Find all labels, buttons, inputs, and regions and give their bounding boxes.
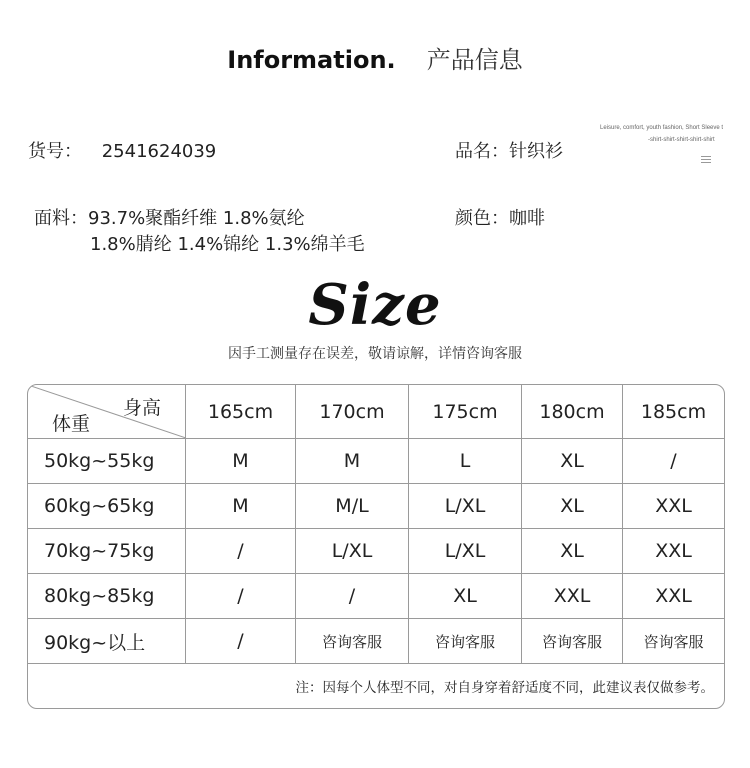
size-measurement-note: 因手工测量存在误差，敬请谅解，详情咨询客服 xyxy=(228,346,522,362)
color-field xyxy=(455,204,545,230)
title-chinese: 产品信息 xyxy=(426,46,523,74)
fabric-label: 面料： xyxy=(34,208,88,229)
weight-cell: 50kg~55kg xyxy=(28,439,186,484)
decorative-text-line-1: Leisure, comfort, youth fashion, Short Sleeve t xyxy=(600,125,724,131)
size-cell: M xyxy=(186,484,296,529)
size-cell: 咨询客服 xyxy=(409,619,522,664)
size-cell: / xyxy=(186,529,296,574)
weight-cell: 60kg~65kg xyxy=(28,484,186,529)
height-header: 185cm xyxy=(623,385,724,439)
size-cell: XL xyxy=(409,574,522,619)
size-cell: 咨询客服 xyxy=(296,619,409,664)
size-table-header-row xyxy=(28,385,724,439)
height-header: 170cm xyxy=(296,385,409,439)
product-name-label: 品名： xyxy=(455,141,509,162)
size-cell: / xyxy=(296,574,409,619)
fabric-field xyxy=(34,204,305,230)
size-cell: XL xyxy=(522,439,623,484)
size-chart-footnote: 注：因每个人体型不同，对自身穿着舒适度不同，此建议表仅做参考。 xyxy=(295,680,714,696)
item-number-value: 2541624039 xyxy=(101,141,217,162)
height-header: 180cm xyxy=(522,385,623,439)
table-footnote-row xyxy=(28,664,724,708)
size-cell: XXL xyxy=(623,484,724,529)
size-cell: / xyxy=(186,574,296,619)
size-cell: XXL xyxy=(522,574,623,619)
table-row xyxy=(28,619,724,664)
table-row xyxy=(28,439,724,484)
height-header: 175cm xyxy=(409,385,522,439)
page-title xyxy=(0,40,750,75)
product-name-value: 针织衫 xyxy=(509,141,563,162)
size-cell: M xyxy=(186,439,296,484)
size-cell: M/L xyxy=(296,484,409,529)
weight-cell: 90kg~以上 xyxy=(28,619,186,664)
fabric-line-1: 93.7%聚酯纤维 1.8%氨纶 xyxy=(88,208,305,229)
title-english: Information. xyxy=(227,46,396,74)
size-cell: / xyxy=(623,439,724,484)
size-cell: 咨询客服 xyxy=(623,619,724,664)
decorative-text-line-2: -shirt-shirt-shirt-shirt-shirt xyxy=(648,137,715,143)
table-row xyxy=(28,529,724,574)
item-number-label: 货号： xyxy=(28,141,82,162)
size-cell: L/XL xyxy=(409,529,522,574)
corner-weight-label: 体重 xyxy=(52,413,91,435)
size-cell: XXL xyxy=(623,574,724,619)
size-table-corner xyxy=(28,385,186,439)
list-icon xyxy=(701,156,711,164)
height-header: 165cm xyxy=(186,385,296,439)
size-cell: XXL xyxy=(623,529,724,574)
item-number-field xyxy=(28,137,216,163)
size-cell: L/XL xyxy=(409,484,522,529)
size-cell: / xyxy=(186,619,296,664)
table-row xyxy=(28,484,724,529)
size-chart-table xyxy=(27,384,725,709)
size-cell: M xyxy=(296,439,409,484)
weight-cell: 80kg~85kg xyxy=(28,574,186,619)
color-label: 颜色： xyxy=(455,208,509,229)
size-cell: XL xyxy=(522,484,623,529)
size-cell: L/XL xyxy=(296,529,409,574)
table-row xyxy=(28,574,724,619)
product-name-field xyxy=(455,137,563,163)
size-cell: L xyxy=(409,439,522,484)
corner-height-label: 身高 xyxy=(122,397,161,419)
weight-cell: 70kg~75kg xyxy=(28,529,186,574)
size-cell: XL xyxy=(522,529,623,574)
size-cell: 咨询客服 xyxy=(522,619,623,664)
fabric-line-2: 1.8%腈纶 1.4%锦纶 1.3%绵羊毛 xyxy=(90,234,365,255)
size-heading: Size xyxy=(308,272,442,338)
color-value: 咖啡 xyxy=(509,208,545,229)
